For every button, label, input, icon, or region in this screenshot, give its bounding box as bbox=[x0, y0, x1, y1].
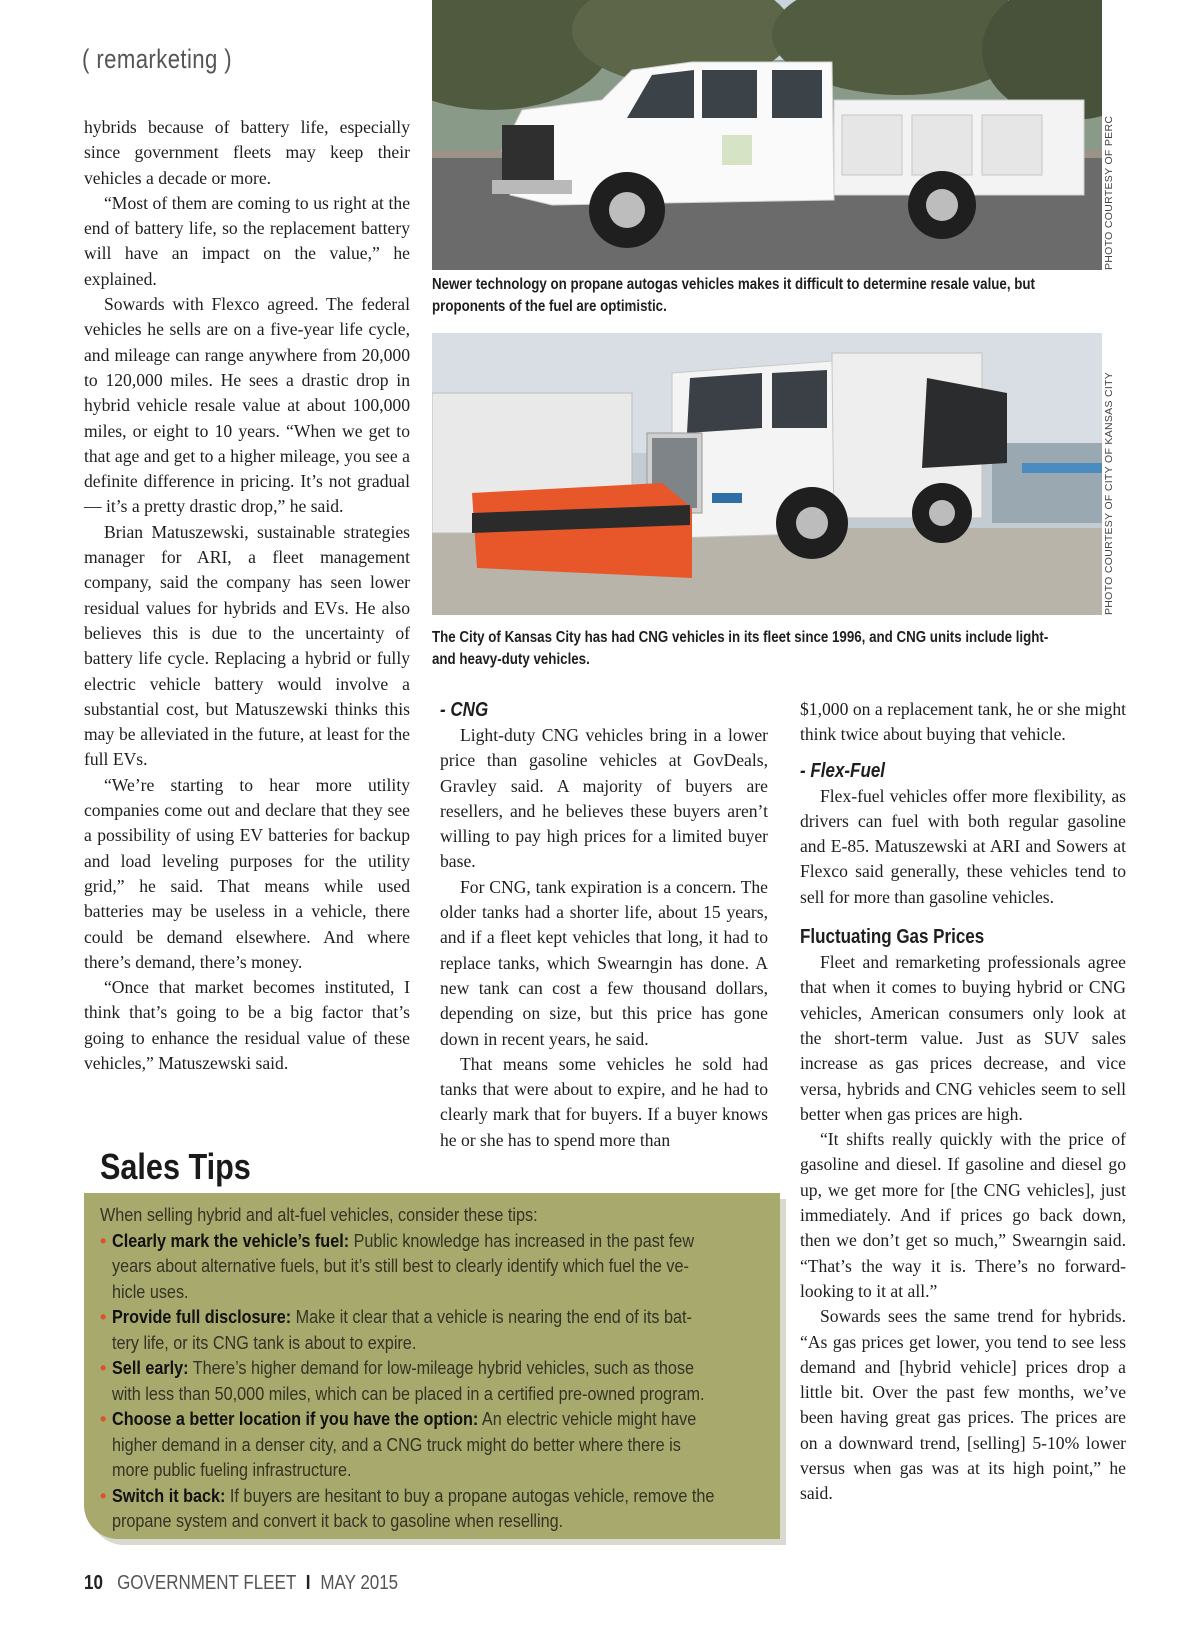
paragraph: “It shifts really quickly with the price of gasoline and diesel. If gasoline and diesel go up, we get more for [the CNG vehicles], just immediately. And if prices go back down, then we don’t get so much,” Swearngin said. “That’s the way it is. There’s no forward-looking to it at all.” bbox=[800, 1129, 1126, 1301]
tip-heading: Sell early: bbox=[112, 1358, 189, 1378]
tip-text: There’s higher demand for low-mileage hybrid vehicles, such as those bbox=[188, 1358, 695, 1378]
caption-line: proponents of the fuel are optimistic. bbox=[432, 298, 667, 315]
article-column-3 bbox=[800, 697, 1126, 1507]
tip-heading: Switch it back: bbox=[112, 1485, 226, 1506]
article-column-2 bbox=[440, 697, 768, 1153]
tip-text: tery life, or its CNG tank is about to expire. bbox=[112, 1332, 417, 1353]
tip-heading: Choose a better location if you have the option: bbox=[112, 1409, 479, 1429]
paragraph: hybrids because of battery life, especially since government fleets may keep their vehicles a decade or more. bbox=[84, 117, 410, 188]
tip-text: propane system and convert it back to gasoline when reselling. bbox=[112, 1511, 564, 1531]
paragraph: “We’re starting to hear more utility companies come out and declare that they see a possibility of using EV batteries for backup and load leveling purposes for the utility grid,” he said. That means while used batteries may be useless in a vehicle, there could be demand elsewhere. And where there’s demand, there’s money. bbox=[84, 774, 410, 972]
paragraph: Light-duty CNG vehicles bring in a lower price than gasoline vehicles at GovDeals, Gravley said. A majority of buyers are resellers, and he believes these buyers aren’t willing to pay high prices for a limited buyer base. bbox=[440, 725, 768, 872]
tip-text: hicle uses. bbox=[112, 1281, 189, 1302]
paragraph: For CNG, tank expiration is a concern. The older tanks had a shorter life, about 15 years, and if a fleet kept vehicles that long, it had to replace tanks, which Swearngin has done. A new tank can cost a few thousand dollars, depending on size, but this price has gone down in recent years, he said. bbox=[440, 876, 768, 1049]
article-column-1 bbox=[84, 115, 410, 1076]
bullet-icon: • bbox=[100, 1485, 107, 1506]
tip-heading: Provide full disclosure: bbox=[112, 1307, 292, 1327]
tip-text: years about alternative fuels, but it’s still best to clearly identify which fuel the ve- bbox=[112, 1256, 689, 1276]
paragraph: Brian Matuszewski, sustainable strategies manager for ARI, a fleet management company, said the company has seen lower residual values for hybrids and EVs. He also believes this is due to the uncertainty of battery life cycle. Replacing a hybrid or fully electric vehicle battery would involve a substantial cost, but Matuszewski thinks this may be alleviated in the future, at least for the full EVs. bbox=[84, 521, 410, 770]
tip-text: Make it clear that a vehicle is nearing the end of its bat- bbox=[291, 1307, 692, 1327]
paragraph: Flex-fuel vehicles offer more flexibility, as drivers can fuel with both regular gasoline and E-85. Matuszewski at ARI and Sowers at Flexco said generally, these vehicles tend to sell for more than gasoline vehicles. bbox=[800, 785, 1126, 907]
propane-truck-photo bbox=[432, 0, 1102, 270]
tip-heading: Clearly mark the vehicle’s fuel: bbox=[112, 1230, 350, 1251]
caption-line: The City of Kansas City has had CNG vehicles in its fleet since 1996, and CNG units include light- bbox=[432, 629, 1049, 646]
paragraph: Sowards with Flexco agreed. The federal vehicles he sells are on a five-year life cycle, and mileage can range anywhere from 20,000 to 120,000 miles. He sees a drastic drop in hybrid vehicle resale value at about 100,000 miles, or eight to 10 years. “When we get to that age and get to a higher mileage, you see a definite difference in pricing. It’s not gradual — it’s a pretty drastic drop,” he said. bbox=[84, 294, 410, 517]
page-number: 10 bbox=[84, 1572, 103, 1594]
sales-tips-box bbox=[84, 1193, 780, 1539]
tip-text: with less than 50,000 miles, which can be placed in a certified pre-owned program. bbox=[112, 1383, 705, 1404]
tip-item bbox=[100, 1484, 750, 1535]
bullet-icon: • bbox=[100, 1358, 107, 1378]
caption-line: and heavy-duty vehicles. bbox=[432, 651, 590, 668]
photo-credit: PHOTO COURTESY OF CITY OF KANSAS CITY bbox=[1103, 371, 1115, 615]
tip-item bbox=[100, 1407, 750, 1484]
page-footer bbox=[84, 1572, 398, 1595]
tip-text: more public fueling infrastructure. bbox=[112, 1460, 352, 1480]
tip-item bbox=[100, 1305, 750, 1356]
tip-text: An electric vehicle might have bbox=[478, 1409, 697, 1429]
tip-text: If buyers are hesitant to buy a propane autogas vehicle, remove the bbox=[225, 1485, 715, 1506]
photo-credit: PHOTO COURTESY OF PERC bbox=[1103, 115, 1115, 270]
tip-text: Public knowledge has increased in the past few bbox=[349, 1230, 695, 1251]
paragraph: “Most of them are coming to us right at the end of battery life, so the replacement battery will have an impact on the value,” he explained. bbox=[84, 192, 410, 289]
tip-text: higher demand in a denser city, and a CNG truck might do better where there is bbox=[112, 1434, 681, 1455]
section-tag: ( remarketing ) bbox=[82, 44, 233, 74]
bullet-icon: • bbox=[100, 1230, 107, 1251]
publication-name: GOVERNMENT FLEET bbox=[117, 1572, 296, 1594]
bullet-icon: • bbox=[100, 1307, 107, 1327]
photo-caption bbox=[432, 627, 1112, 671]
subheading-cng: - CNG bbox=[440, 699, 489, 721]
cng-plow-truck-photo bbox=[432, 333, 1102, 615]
tip-item bbox=[100, 1356, 750, 1407]
paragraph: Fleet and remarketing professionals agree that when it comes to buying hybrid or CNG vehicles, American consumers only look at the short-term value. Just as SUV sales increase as gas prices decrease, and vice versa, hybrids and CNG vehicles seem to sell better when gas prices are high. bbox=[800, 952, 1126, 1124]
caption-line: Newer technology on propane autogas vehicles makes it difficult to determine resale value, but bbox=[432, 276, 1035, 293]
paragraph: That means some vehicles he sold had tanks that were about to expire, and he had to clearly mark that for buyers. If a buyer knows he or she has to spend more than bbox=[440, 1053, 768, 1150]
bullet-icon: • bbox=[100, 1409, 107, 1429]
sales-tips-title: Sales Tips bbox=[100, 1146, 251, 1187]
paragraph: Sowards sees the same trend for hybrids. “As gas prices get lower, you tend to see less demand and [hybrid vehicle] prices drop a little bit. Over the past few months, we’ve been having great gas prices. The prices are on a downward trend, [selling] 5-10% lower versus when gas was at its high point,” he said. bbox=[800, 1306, 1126, 1504]
sales-tips-intro: When selling hybrid and alt-fuel vehicles, consider these tips: bbox=[100, 1205, 538, 1225]
paragraph: $1,000 on a replacement tank, he or she might think twice about buying that vehicle. bbox=[800, 699, 1126, 745]
photo-caption bbox=[432, 274, 1112, 318]
footer-separator: I bbox=[305, 1572, 311, 1594]
subheading-flex-fuel: - Flex-Fuel bbox=[800, 759, 886, 782]
tip-item bbox=[100, 1229, 750, 1306]
issue-date: MAY 2015 bbox=[320, 1572, 399, 1594]
subheading-gas-prices: Fluctuating Gas Prices bbox=[800, 926, 985, 949]
paragraph: “Once that market becomes instituted, I think that’s going to be a big factor that’s going to enhance the residual value of these vehicles,” Matuszewski said. bbox=[84, 977, 410, 1073]
